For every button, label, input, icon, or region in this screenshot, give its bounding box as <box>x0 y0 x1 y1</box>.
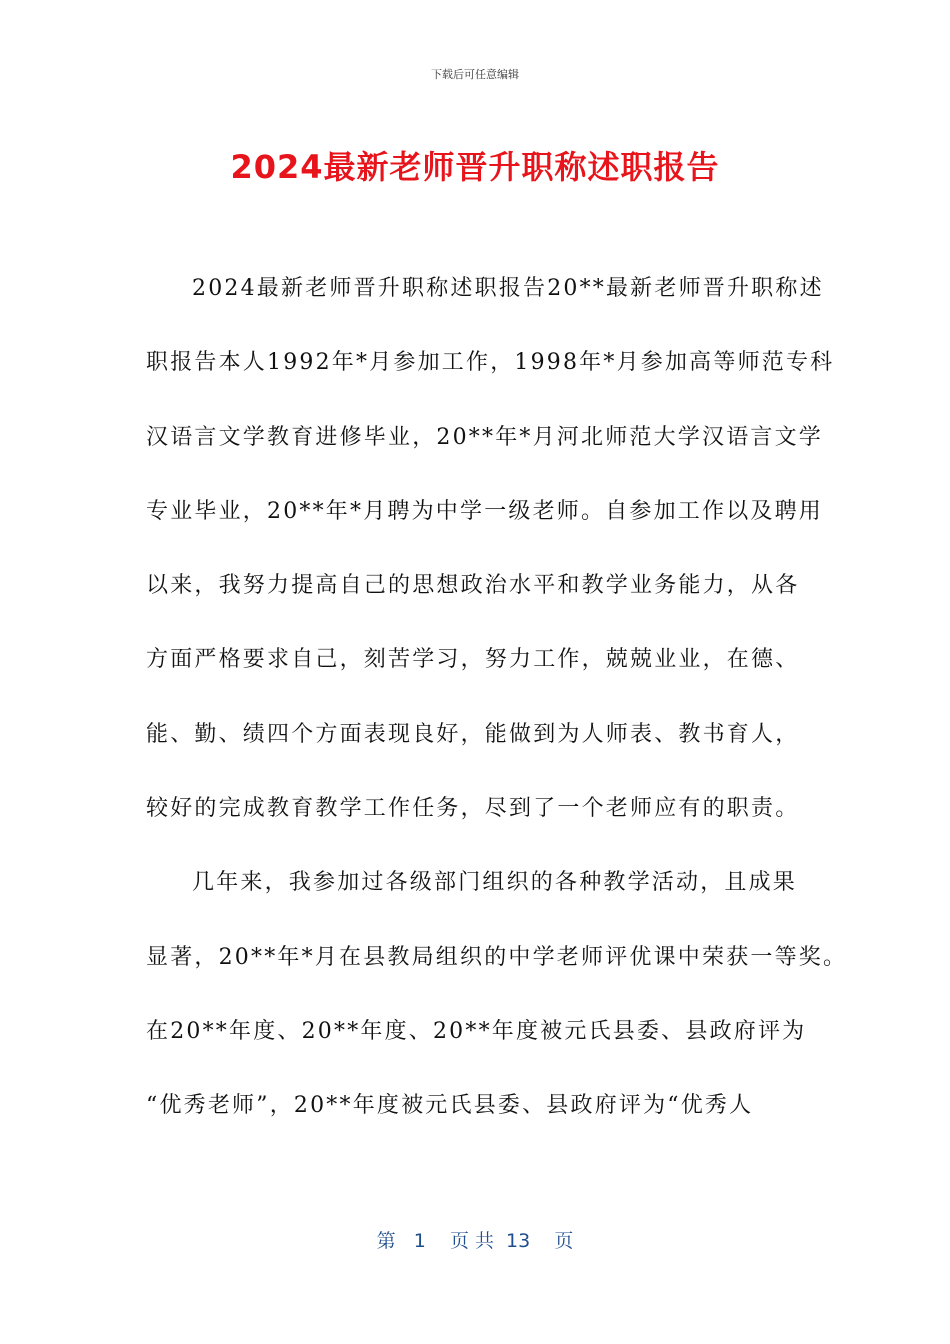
body-line: 几年来，我参加过各级部门组织的各种教学活动，且成果 <box>192 870 798 896</box>
page-number-footer: 第 1 页 共 13 页 <box>376 1230 574 1252</box>
body-line: 以来，我努力提高自己的思想政治水平和教学业务能力，从各 <box>146 573 800 599</box>
document-body <box>146 252 848 1144</box>
document-title: 2024最新老师晋升职称述职报告 <box>230 148 720 186</box>
body-line: 能、勤、绩四个方面表现良好，能做到为人师表、教书育人， <box>146 721 800 747</box>
body-line: 较好的完成教育教学工作任务，尽到了一个老师应有的职责。 <box>146 796 800 822</box>
body-line: 显著，20**年*月在县教局组织的中学老师评优课中荣获一等奖。 <box>146 944 848 970</box>
body-line: 方面严格要求自己，刻苦学习，努力工作，兢兢业业，在德、 <box>146 647 800 673</box>
body-line: 职报告本人1992年*月参加工作，1998年*月参加高等师范专科 <box>146 350 835 376</box>
body-line: “优秀老师”，20**年度被元氏县委、县政府评为“优秀人 <box>146 1093 754 1119</box>
body-line: 在20**年度、20**年度、20**年度被元氏县委、县政府评为 <box>146 1018 807 1044</box>
body-line: 2024最新老师晋升职称述职报告20**最新老师晋升职称述 <box>192 276 824 301</box>
body-line: 专业毕业，20**年*月聘为中学一级老师。自参加工作以及聘用 <box>146 498 823 524</box>
body-line: 汉语言文学教育进修毕业，20**年*月河北师范大学汉语言文学 <box>146 424 823 450</box>
header-note: 下载后可任意编辑 <box>431 68 519 81</box>
